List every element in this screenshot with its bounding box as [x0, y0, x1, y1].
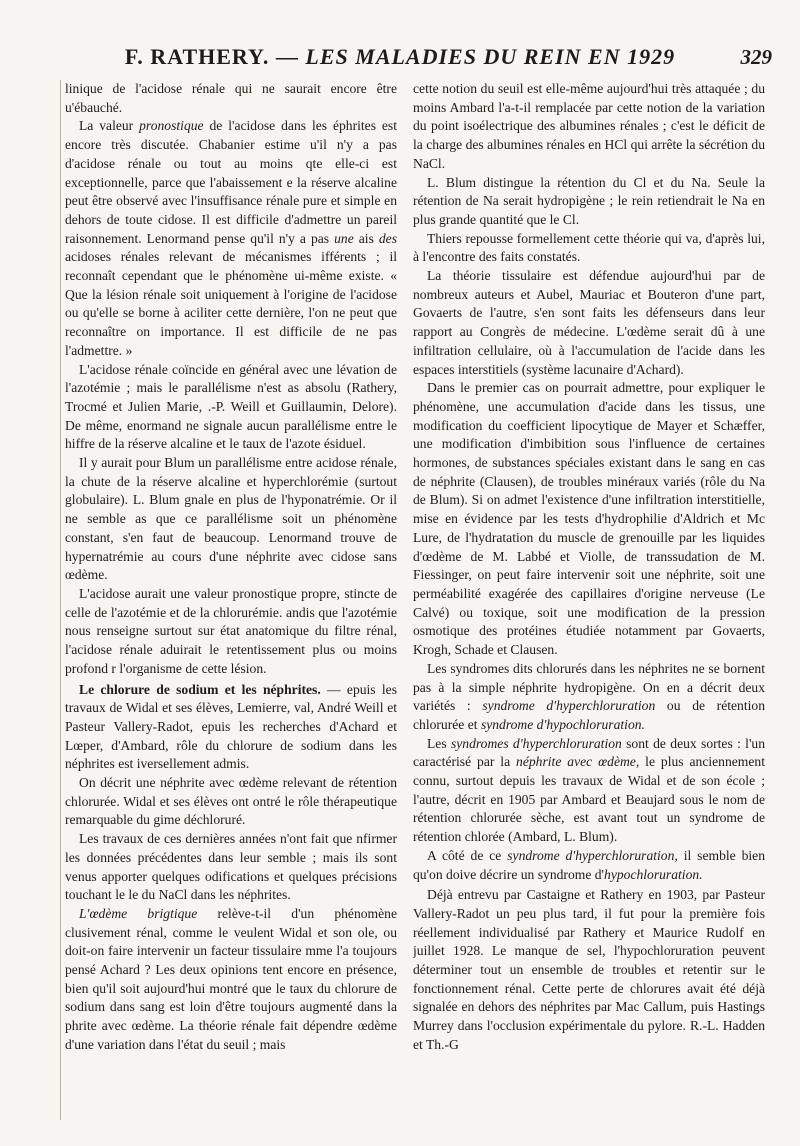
- header-author: F. RATHERY.: [124, 44, 270, 69]
- right-paragraph-8: [413, 847, 765, 884]
- left-p9-text: relève-t-il d'un phénomène clusivement rénal, comme le veulent Widal et son ole, ou doit-on faire intervenir un facteur tissulaire mme l'a toujours pensé Achard ? Les deux opinions tent encore en présence, bien qu'il soit aujourd'hui montré que le taux du chlorure de sodium dans sang est loin d'être toujours augmenté dans la phrite avec œdème. La théorie rénale fait dépendre œdème d'une variation dans l'état du seuil ; mais: [65, 905, 397, 1052]
- left-paragraph-4: Il y aurait pour Blum un parallélisme entre acidose rénale, la chute de la réserve alcaline et hyperchlorémie (surtout globulaire). L. Blum gnale en plus de l'hyponatrémie. Or il ne semble as que ce parallélisme soit un phénomène constant, s'en faut de beaucoup. Lenormand trouve de hypernatrémie au cours d'une néphrite avec cidose sans œdème.: [65, 455, 397, 583]
- right-paragraph-7: [413, 735, 765, 847]
- right-p6-text-b: ou de rétention chlorurée et: [413, 698, 765, 732]
- left-p2-text-b: de l'acidose dans les éphrites est encore très discutée. Chabanier estime u'il n'y a pas d'acidose rénale ou tout au moins qte elle-ci est exceptionnelle, parce que l'abaissement e la réserve alcaline peut être observé avec l'insuffisance rénale pure et simple en dehors de toute cidose. Il est difficile d'admettre un pareil raisonnement. Lenormand pense qu'il n'y a pas: [65, 118, 397, 246]
- right-p7-emphasis-1: syndromes d'hyperchloruration: [450, 735, 622, 751]
- left-p2-text-c: ais: [353, 230, 379, 246]
- header-dash: —: [269, 44, 306, 69]
- right-paragraph-2: L. Blum distingue la rétention du Cl et du Na. Seule la rétention de Na serait hydropigène ; le rein retiendrait le Na en plus grande quantité que le Cl.: [413, 174, 765, 227]
- left-paragraph-8: Les travaux de ces dernières années n'ont fait que nfirmer les données précédentes dans leur semble ; mais ils sont venus apporter quelques odifications et quelques précisions touchant le le du NaCl dans les néphrites.: [65, 831, 397, 903]
- right-paragraph-1: cette notion du seuil est elle-même aujourd'hui très attaquée ; du moins Ambard l'a-t-il remplacée par cette notion de la variation du point isoélectrique des albumines rénales ; c'est le déficit de la charge des albumines rénales en HCl qui arrête la sécrétion du NaCl.: [413, 81, 765, 171]
- left-paragraph-3: L'acidose rénale coïncide en général avec une lévation de l'azotémie ; mais le parallélisme n'est as absolu (Rathery, Trocmé et Julien Marie, .-P. Weill et Guillaumin, Delore). De même, enormand ne signale aucun parallélisme entre le hiffre de la réserve alcaline et le taux de l'azote ésiduel.: [65, 361, 397, 452]
- left-paragraph-9: [65, 905, 397, 1055]
- left-p2-text-a: La valeur: [79, 118, 140, 134]
- left-paragraph-5: L'acidose aurait une valeur pronostique propre, stincte de celle de l'azotémie et de la chlorurémie. andis que l'azotémie nous renseigne surtout sur état anatomique du filtre rénal, l'acidose rénale aduirait le retentissement plus ou moins profond r l'organisme de cette lésion.: [65, 585, 397, 676]
- left-p2-emphasis-2: une: [334, 230, 354, 246]
- right-p6-emphasis-1: syndrome d'hyperchloruration: [482, 698, 656, 714]
- left-paragraph-7: On décrit une néphrite avec œdème relevant de rétention chlorurée. Widal et ses élèves ont ontré le rôle thérapeutique remarquable du gime déchloruré.: [65, 775, 397, 828]
- right-p8-emphasis-1: syndrome d'hyperchloruration,: [507, 847, 678, 863]
- right-p8-text-a: A côté de ce: [427, 847, 508, 863]
- right-p7-text-c: le plus anciennement connu, surtout depuis les travaux de Widal et de son école ; l'autre, décrit en 1905 par Ambard et Beaujard sous le nom de rétention chlorurée sèche, est avant tout un syndrome de rétention chlorée (Ambard, L. Blum).: [413, 754, 765, 845]
- section-title-chlorure: Le chlorure de sodium et les néphrites.: [79, 681, 321, 697]
- left-p6-text: epuis les travaux de Widal et ses élèves, Lemierre, val, André Weill et Pasteur Vallery-Radot, epuis les recherches d'Achard et Lœper, d'Ambard, rôle du chlorure de sodium dans les néphrites est iversellement admis.: [65, 681, 397, 772]
- left-paragraph-1: linique de l'acidose rénale qui ne saurait encore être u'ébauché.: [65, 81, 397, 115]
- left-p2-emphasis: pronostique: [139, 118, 204, 134]
- right-paragraph-5: Dans le premier cas on pourrait admettre, pour expliquer le phénomène, une accumulation d'acide dans les tissus, une modification du coefficient lipocytique de Mayer et Schæffer, une modification d'imbibition sous l'influence de certaines hormones, de substances spéciales existant dans le sang en cas de néphrite (Clausen), de troubles minéraux variés (rôle du Na de Blum). Si on admet l'existence d'une infiltration interstitielle, mise en évidence par les tests d'hydrophilie d'Aldrich et Mc Lure, de l'hydratation du muscle de grenouille par les liquides d'œdème de M. Labbé et Violle, de transsudation de M. Fiessinger, on peut faire intervenir soit une néphrite, soit une perméabilité exagérée des capillaires d'origine nerveuse (Le Calvé) ou toxique, soit une modification de la pression osmotique des protéines étudiée notamment par Govaerts, Krogh, Schade et Clausen.: [413, 380, 765, 658]
- left-p2-text-d: acidoses rénales relevant de mécanismes ifférents ; il reconnaît cependant que le phénomène ui-même existe. « Que la lésion rénale soit uniquement à l'origine de l'acidose ou qu'elle se borne à aciliter cette dernière, l'on ne peut que reconnaître on importance. Il est difficile de ne pas l'admettre. »: [65, 249, 397, 358]
- left-paragraph-6: [65, 681, 397, 775]
- right-p6-text-a: Les syndromes dits chlorurés dans les néphrites ne se bornent pas à la simple néphrite hydropigène. On en a décrit deux variétés :: [413, 660, 765, 714]
- left-column: [60, 80, 397, 1120]
- right-paragraph-9: Déjà entrevu par Castaigne et Rathery en 1903, par Pasteur Vallery-Radot un peu plus tard, il fut pour la première fois réellement individualisé par Rathery et Maurice Rudolf en juillet 1928. Le manque de sel, l'hypochloruration peuvent déterminer tout un ensemble de troubles et retentir sur le fonctionnement rénal. Cette perte de chlorures avait été déjà signalée en dehors des néphrites par Mac Callum, puis Hastings Murrey dans l'occlusion expérimentale du pylore. R.-L. Hadden et Th.-G: [413, 887, 765, 1052]
- left-paragraph-2: [65, 117, 397, 360]
- right-p8-emphasis-2: hypochloruration.: [604, 866, 703, 882]
- running-header: [0, 44, 800, 78]
- right-p7-text-a: Les: [427, 735, 451, 751]
- right-p7-emphasis-2: néphrite avec œdème,: [516, 754, 640, 770]
- right-p6-emphasis-2: syndrome d'hypochloruration.: [480, 716, 645, 732]
- right-column: [413, 80, 765, 1120]
- left-p2-emphasis-3: des: [378, 230, 397, 246]
- left-p9-emphasis: L'œdème brigtique: [79, 905, 198, 921]
- right-paragraph-6: [413, 660, 765, 735]
- right-p8-text-b: il semble bien qu'on doive décrire un syndrome d': [413, 847, 765, 882]
- right-p7-text-b: sont de deux sortes : l'un caractérisé par la: [413, 735, 765, 770]
- header-title: [0, 44, 800, 70]
- page-number: 329: [740, 45, 772, 69]
- right-paragraph-3: Thiers repousse formellement cette théorie qui va, d'après lui, à l'encontre des faits constatés.: [413, 230, 765, 265]
- right-paragraph-4: La théorie tissulaire est défendue aujourd'hui par de nombreux auteurs et Aubel, Mauriac et Bouteron d'une part, Govaerts de l'autre, s'en sont faits les défenseurs dans leur rapport au Congrès de médecine. L'œdème serait dû à une infiltration cellulaire, où à l'accumulation de l'acide dans les espaces interstitiels (système lacunaire d'Achard).: [413, 268, 765, 377]
- section-title-dash: —: [320, 681, 347, 697]
- header-book-title: LES MALADIES DU REIN EN 1929: [305, 44, 676, 69]
